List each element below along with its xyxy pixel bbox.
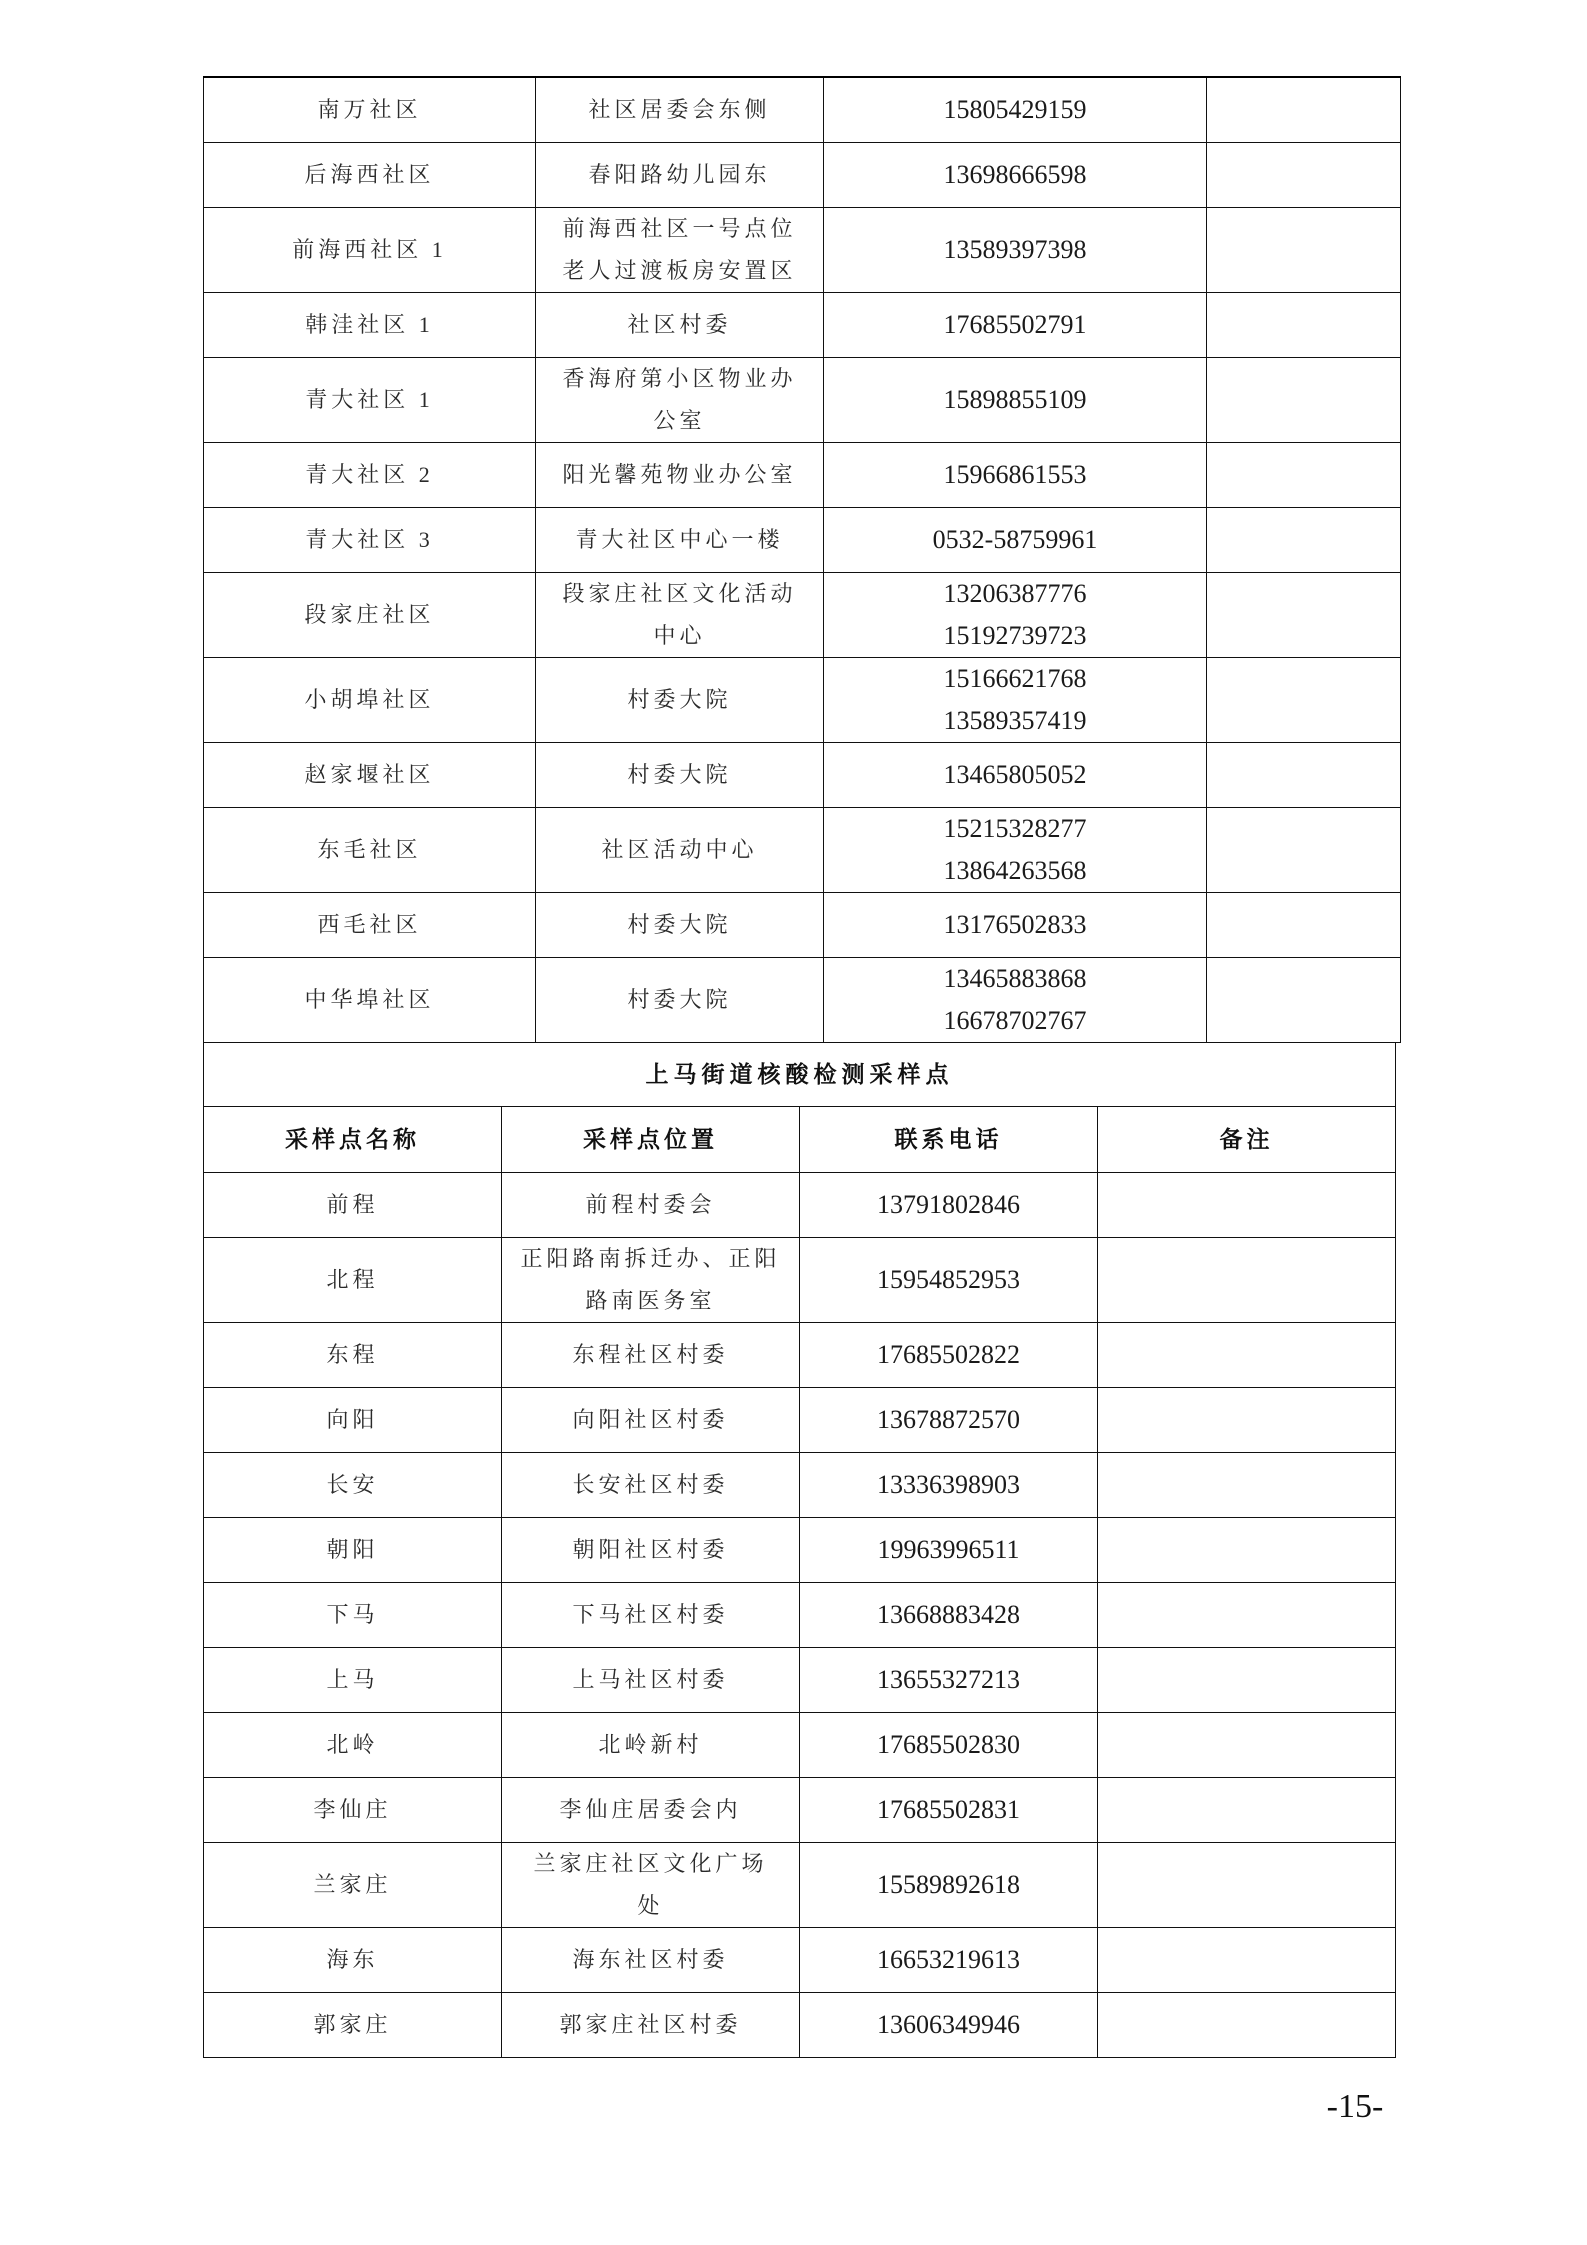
phone-number: 13206387776 [943, 578, 1087, 608]
table-row [204, 357, 1401, 442]
remarks-cell [1207, 572, 1401, 657]
contact-phone-cell [824, 442, 1207, 507]
table-row [204, 892, 1401, 957]
site-name-cell: 韩洼社区 1 [204, 292, 536, 357]
site-location-cell [536, 292, 824, 357]
site-location-cell [502, 1993, 800, 2058]
upper-table-body [204, 77, 1401, 1042]
header-site-location: 采样点位置 [502, 1107, 800, 1173]
site-location-cell [536, 657, 824, 742]
contact-phone-cell [800, 1518, 1098, 1583]
table-row [204, 1778, 1396, 1843]
remarks-cell [1207, 357, 1401, 442]
phone-number: 17685502791 [943, 309, 1087, 339]
remarks-cell [1098, 1648, 1396, 1713]
contact-phone-cell [800, 1238, 1098, 1323]
phone-number: 13678872570 [877, 1405, 1020, 1434]
site-location-cell [536, 507, 824, 572]
contact-phone-cell [800, 1323, 1098, 1388]
phone-number: 0532-58759961 [932, 524, 1098, 554]
site-name-cell: 青大社区 3 [204, 507, 536, 572]
contact-phone-cell [800, 1928, 1098, 1993]
phone-number: 13864263568 [943, 855, 1087, 885]
shangma-sampling-table [203, 1042, 1396, 2058]
site-location-line: 前海西社区一号点位 [562, 215, 797, 241]
site-name-cell: 海东 [204, 1928, 502, 1993]
phone-number: 13668883428 [877, 1600, 1020, 1629]
phone-number: 17685502831 [877, 1795, 1020, 1824]
contact-phone-cell [824, 77, 1207, 142]
site-name-cell: 中华埠社区 [204, 957, 536, 1042]
site-location-cell [502, 1388, 800, 1453]
site-location-line: 春阳路幼儿园东 [588, 161, 771, 187]
phone-number: 15898855109 [943, 384, 1087, 414]
table-row [204, 1928, 1396, 1993]
site-name-cell: 后海西社区 [204, 142, 536, 207]
remarks-cell [1207, 892, 1401, 957]
table-row [204, 77, 1401, 142]
page-number: -15- [1326, 2088, 1384, 2125]
site-location-line: 兰家庄社区文化广场 [533, 1851, 768, 1876]
table-row [204, 1713, 1396, 1778]
site-name-cell: 向阳 [204, 1388, 502, 1453]
site-location-cell [536, 77, 824, 142]
remarks-cell [1098, 1238, 1396, 1323]
site-location-line: 朝阳社区村委 [572, 1537, 729, 1562]
remarks-cell [1207, 807, 1401, 892]
contact-phone-cell [824, 957, 1207, 1042]
site-location-line: 村委大院 [627, 986, 732, 1012]
site-location-cell [536, 572, 824, 657]
site-name-cell: 北程 [204, 1238, 502, 1323]
remarks-cell [1207, 142, 1401, 207]
site-name-cell: 东毛社区 [204, 807, 536, 892]
site-location-cell [536, 807, 824, 892]
table-row [204, 507, 1401, 572]
contact-phone-cell [824, 657, 1207, 742]
table-row [204, 1388, 1396, 1453]
site-location-cell [502, 1238, 800, 1323]
contact-phone-cell [800, 1993, 1098, 2058]
site-location-line: 老人过渡板房安置区 [562, 257, 797, 283]
contact-phone-cell [800, 1778, 1098, 1843]
site-name-cell: 朝阳 [204, 1518, 502, 1583]
upper-sampling-table [203, 76, 1401, 1043]
remarks-cell [1098, 1323, 1396, 1388]
table-row [204, 1993, 1396, 2058]
site-location-line: 正阳路南拆迁办、正阳 [520, 1246, 781, 1271]
header-contact-phone: 联系电话 [800, 1107, 1098, 1173]
phone-number: 16653219613 [877, 1945, 1020, 1974]
header-remarks: 备注 [1098, 1107, 1396, 1173]
phone-number: 13336398903 [877, 1470, 1020, 1499]
site-location-line: 香海府第小区物业办 [562, 365, 797, 391]
contact-phone-cell [824, 507, 1207, 572]
site-location-cell [536, 957, 824, 1042]
site-location-line: 郭家庄社区村委 [559, 2012, 742, 2037]
table-row [204, 207, 1401, 292]
site-name-cell: 小胡埠社区 [204, 657, 536, 742]
site-location-line: 村委大院 [627, 686, 732, 712]
site-location-cell [536, 442, 824, 507]
table-header-row [204, 1107, 1396, 1173]
site-location-line: 长安社区村委 [572, 1472, 729, 1497]
contact-phone-cell [824, 292, 1207, 357]
contact-phone-cell [824, 807, 1207, 892]
phone-number: 13589357419 [943, 705, 1087, 735]
table-row [204, 1648, 1396, 1713]
site-name-cell: 南万社区 [204, 77, 536, 142]
site-location-line: 东程社区村委 [572, 1342, 729, 1367]
site-location-line: 处 [637, 1893, 664, 1918]
contact-phone-cell [824, 572, 1207, 657]
contact-phone-cell [824, 207, 1207, 292]
remarks-cell [1098, 1173, 1396, 1238]
remarks-cell [1098, 1583, 1396, 1648]
site-location-line: 北岭新村 [598, 1732, 703, 1757]
remarks-cell [1207, 657, 1401, 742]
site-name-cell: 前程 [204, 1173, 502, 1238]
table-row [204, 292, 1401, 357]
table-title: 上马街道核酸检测采样点 [204, 1043, 1396, 1107]
lower-table-body [204, 1043, 1396, 2058]
site-location-line: 社区村委 [627, 311, 732, 337]
phone-number: 15589892618 [877, 1870, 1020, 1899]
phone-number: 15954852953 [877, 1265, 1020, 1294]
remarks-cell [1098, 1388, 1396, 1453]
phone-number: 13176502833 [943, 909, 1087, 939]
phone-number: 13698666598 [943, 159, 1087, 189]
site-location-line: 下马社区村委 [572, 1602, 729, 1627]
site-location-line: 社区活动中心 [601, 836, 758, 862]
contact-phone-cell [800, 1843, 1098, 1928]
table-title-row [204, 1043, 1396, 1107]
remarks-cell [1207, 957, 1401, 1042]
site-location-line: 村委大院 [627, 761, 732, 787]
remarks-cell [1098, 1993, 1396, 2058]
phone-number: 19963996511 [877, 1535, 1020, 1564]
site-location-cell [536, 742, 824, 807]
site-name-cell: 东程 [204, 1323, 502, 1388]
remarks-cell [1207, 507, 1401, 572]
site-name-cell: 李仙庄 [204, 1778, 502, 1843]
contact-phone-cell [824, 357, 1207, 442]
phone-number: 16678702767 [943, 1005, 1087, 1035]
site-location-line: 海东社区村委 [572, 1947, 729, 1972]
table-row [204, 442, 1401, 507]
site-location-line: 阳光馨苑物业办公室 [562, 461, 797, 487]
site-name-cell: 郭家庄 [204, 1993, 502, 2058]
contact-phone-cell [800, 1713, 1098, 1778]
site-location-cell [536, 207, 824, 292]
site-location-line: 路南医务室 [585, 1288, 716, 1313]
remarks-cell [1207, 292, 1401, 357]
phone-number: 15805429159 [943, 94, 1087, 124]
phone-number: 13465805052 [943, 759, 1087, 789]
site-location-line: 中心 [653, 622, 706, 648]
site-location-cell [502, 1778, 800, 1843]
site-location-line: 公室 [653, 407, 706, 433]
site-location-cell [536, 357, 824, 442]
site-location-line: 向阳社区村委 [572, 1407, 729, 1432]
remarks-cell [1207, 442, 1401, 507]
remarks-cell [1207, 77, 1401, 142]
remarks-cell [1207, 742, 1401, 807]
site-location-cell [502, 1843, 800, 1928]
remarks-cell [1098, 1713, 1396, 1778]
phone-number: 13606349946 [877, 2010, 1020, 2039]
site-location-cell [502, 1713, 800, 1778]
phone-number: 15166621768 [943, 663, 1087, 693]
site-name-cell: 前海西社区 1 [204, 207, 536, 292]
site-location-line: 段家庄社区文化活动 [562, 580, 797, 606]
contact-phone-cell [824, 742, 1207, 807]
site-location-line: 前程村委会 [585, 1192, 716, 1217]
site-name-cell: 兰家庄 [204, 1843, 502, 1928]
site-name-cell: 青大社区 2 [204, 442, 536, 507]
phone-number: 17685502830 [877, 1730, 1020, 1759]
phone-number: 15215328277 [943, 813, 1087, 843]
table-row [204, 572, 1401, 657]
site-name-cell: 青大社区 1 [204, 357, 536, 442]
site-name-cell: 赵家堰社区 [204, 742, 536, 807]
site-name-cell: 上马 [204, 1648, 502, 1713]
site-location-cell [502, 1648, 800, 1713]
phone-number: 13589397398 [943, 234, 1087, 264]
table-row [204, 1518, 1396, 1583]
table-row [204, 957, 1401, 1042]
phone-number: 15966861553 [943, 459, 1087, 489]
remarks-cell [1098, 1928, 1396, 1993]
table-row [204, 1173, 1396, 1238]
table-row [204, 142, 1401, 207]
phone-number: 13791802846 [877, 1190, 1020, 1219]
table-row [204, 1583, 1396, 1648]
table-row [204, 1453, 1396, 1518]
site-name-cell: 西毛社区 [204, 892, 536, 957]
contact-phone-cell [800, 1583, 1098, 1648]
remarks-cell [1098, 1518, 1396, 1583]
contact-phone-cell [800, 1453, 1098, 1518]
site-location-line: 上马社区村委 [572, 1667, 729, 1692]
site-name-cell: 段家庄社区 [204, 572, 536, 657]
site-location-cell [536, 892, 824, 957]
remarks-cell [1098, 1843, 1396, 1928]
remarks-cell [1207, 207, 1401, 292]
table-row [204, 807, 1401, 892]
contact-phone-cell [824, 142, 1207, 207]
contact-phone-cell [800, 1173, 1098, 1238]
table-row [204, 742, 1401, 807]
site-location-line: 社区居委会东侧 [588, 96, 771, 122]
remarks-cell [1098, 1778, 1396, 1843]
site-location-cell [502, 1583, 800, 1648]
phone-number: 17685502822 [877, 1340, 1020, 1369]
phone-number: 13655327213 [877, 1665, 1020, 1694]
site-location-cell [536, 142, 824, 207]
site-location-line: 青大社区中心一楼 [575, 526, 784, 552]
header-site-name: 采样点名称 [204, 1107, 502, 1173]
contact-phone-cell [824, 892, 1207, 957]
phone-number: 13465883868 [943, 963, 1087, 993]
phone-number: 15192739723 [943, 620, 1087, 650]
site-name-cell: 北岭 [204, 1713, 502, 1778]
remarks-cell [1098, 1453, 1396, 1518]
table-row [204, 657, 1401, 742]
site-name-cell: 下马 [204, 1583, 502, 1648]
site-name-cell: 长安 [204, 1453, 502, 1518]
site-location-cell [502, 1173, 800, 1238]
table-row [204, 1323, 1396, 1388]
site-location-cell [502, 1518, 800, 1583]
site-location-line: 李仙庄居委会内 [559, 1797, 742, 1822]
site-location-cell [502, 1928, 800, 1993]
site-location-cell [502, 1323, 800, 1388]
site-location-line: 村委大院 [627, 911, 732, 937]
contact-phone-cell [800, 1648, 1098, 1713]
contact-phone-cell [800, 1388, 1098, 1453]
site-location-cell [502, 1453, 800, 1518]
table-row [204, 1238, 1396, 1323]
table-row [204, 1843, 1396, 1928]
